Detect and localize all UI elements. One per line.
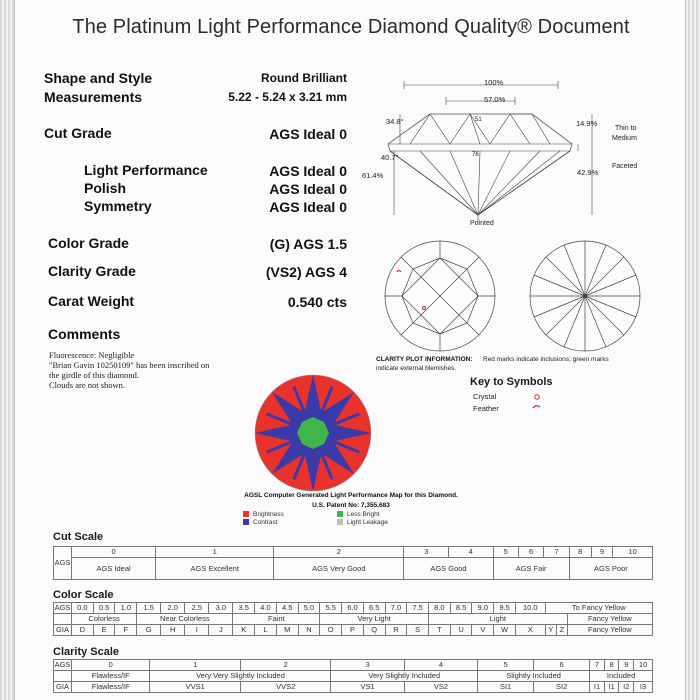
carat-weight-value: 0.540 cts [287,294,347,310]
cut-scale-prefix: AGS [54,547,72,580]
lp-patent: U.S. Patent No: 7,355,683 [312,502,390,509]
color-ags-value: 9.0 [472,603,494,614]
cut-grade-fair: AGS Fair [493,558,569,580]
color-gia-letter: P [342,625,364,636]
color-scale-table [53,602,653,636]
color-gia-letter: D [72,625,94,636]
color-gia-letter: W [494,625,516,636]
color-ags-value: 6.5 [363,603,385,614]
contrast-swatch [243,519,249,525]
color-ags-value: 1.0 [115,603,137,614]
color-ags-value: 9.5 [494,603,516,614]
brightness-swatch [243,511,249,517]
cut-num: 9 [591,547,613,558]
girdle-pct-label: 14.9% [576,119,598,128]
cut-num: 6 [518,547,543,558]
clarity-plot-text-1: Red marks indicate inclusions; green marks [483,356,609,363]
crystal-mark [423,307,426,310]
clarity-gia: VS2 [404,682,477,693]
color-group: Fancy Yellow [567,614,652,625]
color-gia-letter: R [385,625,407,636]
color-ags-value: 4.5 [276,603,298,614]
clarity-num: 7 [590,660,605,671]
girdle-faceted: Faceted [612,163,638,170]
color-gia-letter: F [115,625,137,636]
clarity-gia: I1 [604,682,619,693]
girdle-desc-2: Medium [612,135,637,142]
clarity-plot [380,238,680,358]
cut-num: 7 [544,547,569,558]
clarity-scale-prefix-gia: GIA [54,682,72,693]
cut-num: 2 [274,547,404,558]
crown-angle-label: 34.8° [386,117,404,126]
measurements-value: 5.22 - 5.24 x 3.21 mm [228,90,347,104]
color-ags-value: 7.5 [407,603,429,614]
cut-grade-ideal: AGS Ideal [72,558,156,580]
cut-num: 4 [448,547,493,558]
cut-grade-poor: AGS Poor [569,558,652,580]
cut-grade-value: AGS Ideal 0 [269,126,347,142]
crystal-symbol-icon [535,395,539,399]
measurements-label: Measurements [44,89,143,105]
color-ags-value: 5.0 [298,603,320,614]
polish-label: Polish [84,180,127,196]
color-ags-value: 2.0 [161,603,185,614]
clarity-num: 6 [534,660,590,671]
color-gia-letter: M [276,625,298,636]
color-ags-value: 3.0 [209,603,233,614]
color-ags-value: 8.5 [450,603,472,614]
light-performance-value: AGS Ideal 0 [269,163,347,179]
cut-scale-title: Cut Scale [53,531,104,543]
clarity-gia: VVS2 [240,682,331,693]
clarity-group-vvs: Very Very Slightly Included [150,671,331,682]
clarity-gia: SI1 [478,682,534,693]
clarity-group-flawless: Flawless/IF [72,671,150,682]
clarity-group-included: Included [590,671,653,682]
clarity-gia: I3 [634,682,653,693]
clarity-gia: SI2 [534,682,590,693]
lp-map-caption: AGSL Computer Generated Light Performance Map for this Diamond. [244,492,458,499]
girdle-desc-1: Thin to [615,125,637,132]
color-ags-value: 2.5 [185,603,209,614]
comments-label: Comments [48,326,121,342]
clarity-gia: Flawless/IF [72,682,150,693]
total-width-label: 100% [484,78,504,87]
leakage-swatch [337,519,343,525]
color-gia-letter: Q [363,625,385,636]
less-bright-swatch [337,511,343,517]
clarity-spacer [54,671,72,682]
legend-less-bright: Less Bright [347,511,380,518]
color-scale-prefix-gia: GIA [54,625,72,636]
color-gia-letter: Z [557,625,568,636]
color-gia-letter: O [320,625,342,636]
cut-num: 3 [404,547,449,558]
color-gia-letter: J [209,625,233,636]
clarity-num: 1 [150,660,241,671]
clarity-num: 4 [404,660,477,671]
color-gia-letter: H [161,625,185,636]
clarity-gia: VVS1 [150,682,241,693]
cut-grade-good: AGS Good [404,558,493,580]
feather-symbol-icon [533,406,540,408]
comments-text [49,350,259,390]
clarity-group-vs: Very Slightly Included [331,671,478,682]
table-pct-label: 57.0% [484,95,506,104]
cut-num: 1 [156,547,274,558]
color-gia-letter: Fancy Yellow [567,625,652,636]
key-title: Key to Symbols [470,376,553,388]
clarity-num: 10 [634,660,653,671]
color-ags-value: 6.0 [342,603,364,614]
pavilion-depth-label: 42.9% [577,168,599,177]
color-gia-letter: K [233,625,255,636]
cut-num: 5 [493,547,518,558]
cut-num: 0 [72,547,156,558]
proportions-diagram [370,70,680,235]
color-ags-value: 0.5 [93,603,115,614]
color-gia-letter: S [407,625,429,636]
cut-scale-table [53,546,653,580]
pavilion-angle-label: 40.7° [381,153,399,162]
color-ags-value: 8.0 [429,603,451,614]
depth-pct-label: 61.4% [362,171,384,180]
color-ags-value: 3.5 [233,603,255,614]
clarity-plot-heading: CLARITY PLOT INFORMATION: [376,356,473,363]
clarity-num: 3 [331,660,404,671]
clouds-line: Clouds are not shown. [49,380,126,390]
color-ags-value: 5.5 [320,603,342,614]
color-gia-letter: U [450,625,472,636]
cut-num: 8 [569,547,591,558]
symmetry-label: Symmetry [84,198,152,214]
legend-contrast: Contrast [253,519,278,526]
shape-value: Round Brilliant [261,71,347,85]
culet-label: Pointed [470,220,494,227]
color-grade-value: (G) AGS 1.5 [269,236,347,252]
color-scale-title: Color Scale [53,589,114,601]
inscription-line: "Brian Gavin 10250109" has been inscribed on [49,360,210,370]
clarity-num: 8 [604,660,619,671]
cut-num: 10 [613,547,653,558]
fluorescence-line: Fluorescence: Negligible [49,350,135,360]
clarity-scale-prefix-ags: AGS [54,660,71,669]
lower-half-label: 76 [472,152,479,158]
color-spacer [54,614,72,625]
color-group: Very Light [320,614,429,625]
polish-value: AGS Ideal 0 [269,181,347,197]
clarity-num: 2 [240,660,331,671]
clarity-group-si: Slightly Included [478,671,590,682]
lp-legend [243,511,284,527]
color-group: Near Colorless [137,614,233,625]
feather-mark [397,271,401,273]
clarity-num: 5 [478,660,534,671]
symmetry-value: AGS Ideal 0 [269,199,347,215]
clarity-grade-label: Clarity Grade [48,263,136,279]
legend-leakage: Light Leakage [347,519,388,526]
color-ags-value: 0.0 [72,603,94,614]
inscription-line-2: the girdle of this diamond. [49,370,139,380]
clarity-num: 9 [619,660,634,671]
clarity-gia: I1 [590,682,605,693]
clarity-num: 0 [72,660,150,671]
clarity-gia: VS1 [331,682,404,693]
clarity-grade-value: (VS2) AGS 4 [265,264,347,280]
key-feather-label: Feather [473,404,499,413]
cut-grade-excellent: AGS Excellent [156,558,274,580]
color-group: Light [429,614,568,625]
shape-label: Shape and Style [44,70,153,86]
light-performance-map [253,373,373,493]
color-gia-letter: G [137,625,161,636]
document-sheet [14,0,686,700]
color-grade-label: Color Grade [48,235,129,251]
key-crystal-label: Crystal [473,392,497,401]
clarity-scale-title: Clarity Scale [53,646,120,658]
color-gia-letter: N [298,625,320,636]
color-group: Faint [233,614,320,625]
lp-legend-2 [337,511,388,527]
color-gia-letter: T [429,625,451,636]
color-scale-prefix-ags: AGS [54,603,71,612]
color-ags-value: 4.0 [255,603,277,614]
color-gia-letter: V [472,625,494,636]
color-gia-letter: Y [545,625,556,636]
star-pct-label: 51 [475,117,482,123]
color-ags-value: 1.5 [137,603,161,614]
cut-grade-very-good: AGS Very Good [274,558,404,580]
cut-grade-label: Cut Grade [44,125,112,141]
clarity-gia: I2 [619,682,634,693]
color-group: Colorless [72,614,137,625]
color-gia-letter: I [185,625,209,636]
clarity-plot-text-2: indicate external blemishes. [376,365,457,372]
color-ags-value: 10.0 [515,603,545,614]
light-performance-label: Light Performance [84,162,208,178]
color-gia-letter: X [515,625,545,636]
document-title: The Platinum Light Performance Diamond Quality® Document [72,16,630,38]
color-ags-value: To Fancy Yellow [545,603,652,614]
key-symbols [531,391,547,413]
color-gia-letter: L [255,625,277,636]
color-gia-letter: E [93,625,115,636]
carat-weight-label: Carat Weight [48,293,135,309]
clarity-scale-table [53,659,653,693]
legend-brightness: Brightness [253,511,284,518]
color-ags-value: 7.0 [385,603,407,614]
